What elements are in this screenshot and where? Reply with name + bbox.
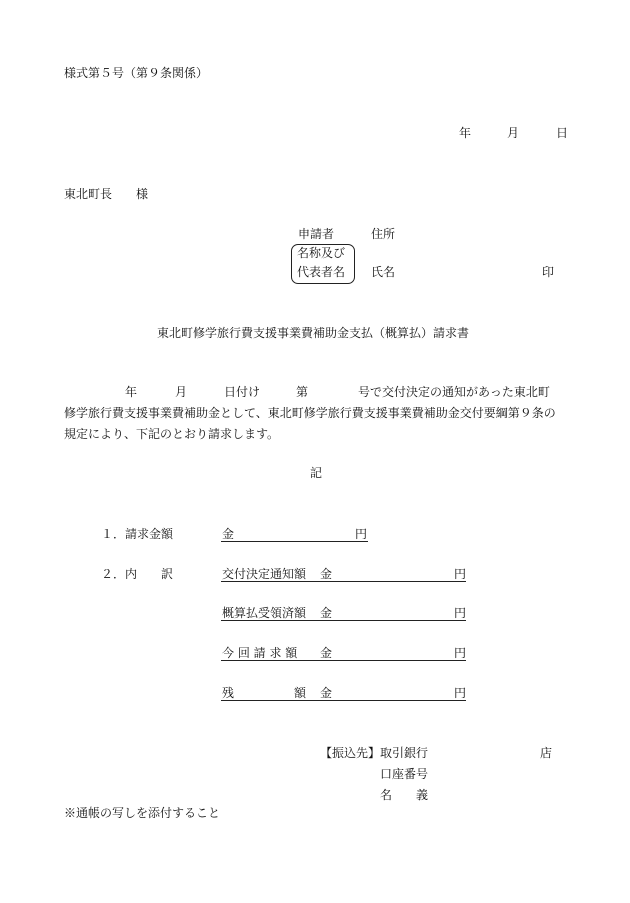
claim-amount-yen: 円	[355, 527, 368, 541]
breakdown-row-label-right: 額	[294, 686, 307, 700]
breakdown-row-label: 今 回 請 求 額	[222, 646, 298, 660]
name-label-line1: 名称及び	[297, 246, 346, 260]
account-holder-label: 名 義	[380, 788, 429, 802]
body-no-prefix: 第	[296, 385, 309, 399]
name-label: 氏名	[371, 265, 396, 279]
date-day: 日	[556, 126, 569, 140]
addressee: 東北町長 様	[64, 187, 149, 201]
breakdown-row-label-left: 残	[222, 686, 235, 700]
claim-amount-label: １．請求金額	[101, 527, 174, 541]
claim-amount-kin: 金	[222, 527, 235, 541]
breakdown-row-underline	[221, 660, 466, 661]
bank-header: 【振込先】	[320, 746, 381, 760]
breakdown-row-underline	[221, 620, 466, 621]
breakdown-row-kin: 金	[320, 606, 333, 620]
breakdown-row-kin: 金	[320, 686, 333, 700]
breakdown-row-yen: 円	[454, 567, 467, 581]
breakdown-row-kin: 金	[320, 646, 333, 660]
body-line1-rest: 号で交付決定の通知があった東北町	[358, 385, 550, 399]
date-month: 月	[507, 126, 520, 140]
address-label: 住所	[371, 227, 396, 241]
form-number: 様式第５号（第９条関係）	[64, 66, 209, 80]
applicant-label: 申請者	[298, 227, 335, 241]
breakdown-row-yen: 円	[454, 686, 467, 700]
seal-mark: 印	[542, 265, 555, 279]
document-title: 東北町修学旅行費支援事業費補助金支払（概算払）請求書	[157, 326, 470, 340]
branch-label: 店	[540, 746, 553, 760]
breakdown-row-label: 交付決定通知額	[222, 567, 307, 581]
breakdown-row-underline	[221, 581, 466, 582]
breakdown-row-label: 概算払受領済額	[222, 606, 307, 620]
body-month: 月	[175, 385, 188, 399]
name-label-line2: 代表者名	[297, 265, 346, 279]
body-dated: 日付け	[224, 385, 261, 399]
account-number-label: 口座番号	[380, 767, 429, 781]
bank-name-label: 取引銀行	[380, 746, 429, 760]
attachment-note: ※通帳の写しを添付すること	[64, 806, 221, 820]
breakdown-row-yen: 円	[454, 606, 467, 620]
breakdown-row-yen: 円	[454, 646, 467, 660]
breakdown-label: ２．内 訳	[101, 567, 174, 581]
breakdown-row-kin: 金	[320, 567, 333, 581]
breakdown-row-underline	[221, 700, 466, 701]
date-year: 年	[459, 126, 472, 140]
claim-amount-underline	[221, 541, 368, 542]
body-line3: 規定により、下記のとおり請求します。	[64, 427, 280, 441]
body-line2: 修学旅行費支援事業費補助金として、東北町修学旅行費支援事業費補助金交付要綱第９条の	[64, 406, 556, 420]
ki-heading: 記	[310, 466, 323, 480]
body-year: 年	[125, 385, 138, 399]
